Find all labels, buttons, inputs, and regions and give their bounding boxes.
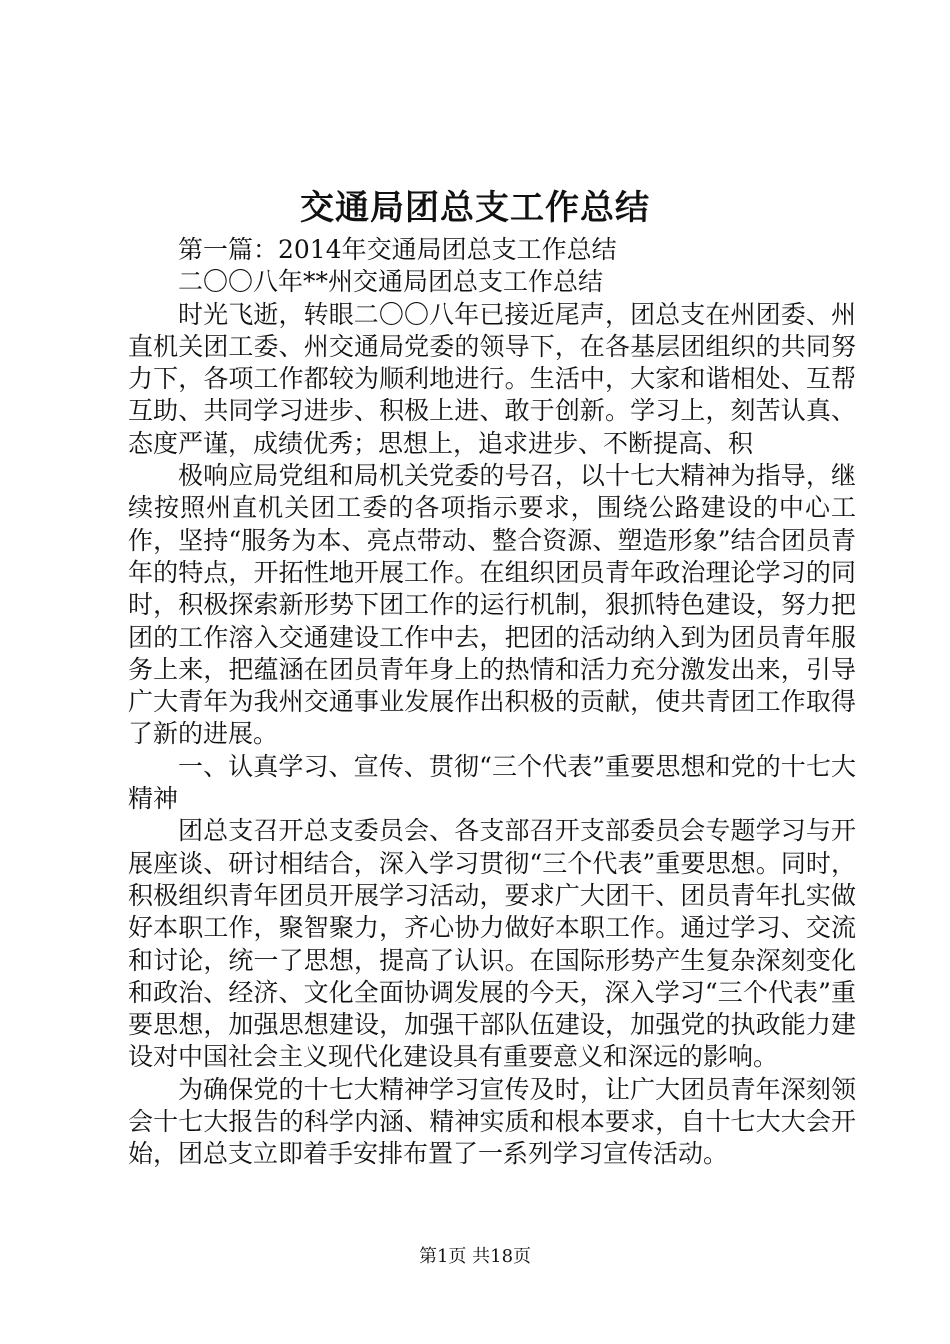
paragraph: 二〇〇八年**州交通局团总支工作总结 xyxy=(178,267,604,297)
paragraph: 时光飞逝，转眼二〇〇八年已接近尾声，团总支在州团委、州直机关团工委、州交通局党委的领导下，在各基层团组织的共同努力下，各项工作都较为顺利地进行。生活中，大家和谐相处、互帮互助、共同学习进步、积极上进、敢于创新。学习上，刻苦认真、态度严谨，成绩优秀；思想上，追求进步、不断提高、积 xyxy=(128,299,856,458)
paragraph: 第一篇：2014年交通局团总支工作总结 xyxy=(178,235,617,264)
paragraph: 团总支召开总支委员会、各支部召开支部委员会专题学习与开展座谈、研讨相结合，深入学习贯彻“三个代表”重要思想。同时，积极组织青年团员开展学习活动，要求广大团干、团员青年扎实做好本职工作，聚智聚力，齐心协力做好本职工作。通过学习、交流和讨论，统一了思想，提高了认识。在国际形势产生复杂深刻变化和政治、经济、文化全面协调发展的今天，深入学习“三个代表”重要思想，加强思想建设，加强干部队伍建设，加强党的执政能力建设对中国社会主义现代化建设具有重要意义和深远的影响。 xyxy=(128,816,856,1072)
paragraph: 为确保党的十七大精神学习宣传及时，让广大团员青年深刻领会十七大报告的科学内涵、精神实质和根本要求，自十七大大会开始，团总支立即着手安排布置了一系列学习宣传活动。 xyxy=(128,1074,856,1169)
document-body xyxy=(128,234,856,1171)
paragraph: 极响应局党组和局机关党委的号召，以十七大精神为指导，继续按照州直机关团工委的各项指示要求，围绕公路建设的中心工作，坚持“服务为本、亮点带动、整合资源、塑造形象”结合团员青年的特点，开拓性地开展工作。在组织团员青年政治理论学习的同时，积极探索新形势下团工作的运行机制，狠抓特色建设，努力把团的工作溶入交通建设工作中去，把团的活动纳入到为团员青年服务上来，把蕴涵在团员青年身上的热情和活力充分激发出来，引导广大青年为我州交通事业发展作出积极的贡献，使共青团工作取得了新的进展。 xyxy=(128,461,856,749)
page-number-footer: 第1页 共18页 xyxy=(418,1246,532,1267)
document-title: 交通局团总支工作总结 xyxy=(300,188,650,228)
section-heading: 一、认真学习、宣传、贯彻“三个代表”重要思想和党的十七大精神 xyxy=(128,751,856,814)
